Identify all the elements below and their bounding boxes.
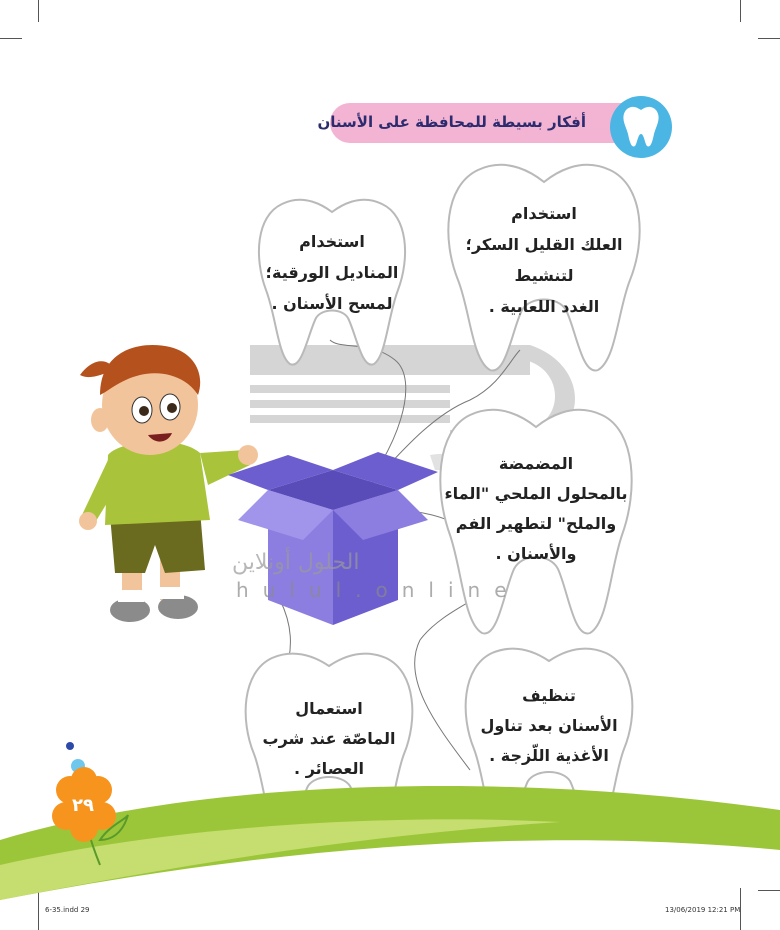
- footer-timestamp: 13/06/2019 12:21 PM: [665, 906, 741, 914]
- tooth-card-rinse: [430, 405, 642, 640]
- card-line: المضمضة: [498, 454, 574, 473]
- card-line: المناديل الورقية؛: [265, 263, 399, 282]
- footer-file-name: 6-35.indd 29: [45, 906, 90, 914]
- card-line: استخدام: [511, 204, 577, 223]
- card-line: تنظيف: [522, 686, 576, 705]
- card-line: الأغذية اللّزجة .: [489, 746, 609, 765]
- page-number: ٢٩: [72, 795, 94, 816]
- card-line: لتنشيط: [514, 266, 574, 285]
- watermark-latin-text: hulul.online: [236, 578, 521, 602]
- tooth-card-gum-text: [438, 198, 650, 322]
- tooth-card-rinse-text: [430, 449, 642, 569]
- card-line: الماصّة عند شرب: [262, 729, 396, 748]
- tooth-card-tissues-text: [252, 226, 412, 319]
- card-line: بالمحلول الملحي "الماء: [444, 484, 628, 503]
- tooth-card-gum: [438, 160, 650, 375]
- card-line: والملح" لتطهير الفم: [455, 514, 617, 533]
- watermark-arabic-text: الحلول أونلاين: [232, 550, 360, 575]
- card-line: العلك القليل السكر؛: [465, 235, 623, 254]
- card-line: الأسنان بعد تناول: [480, 716, 618, 735]
- card-line: الغدد اللعابية .: [488, 297, 600, 316]
- card-line: والأسنان .: [495, 544, 577, 563]
- card-line: استعمال: [295, 699, 363, 718]
- card-line: استخدام: [299, 232, 365, 251]
- section-title: أفكار بسيطة للمحافظة على الأسنان: [317, 113, 586, 131]
- ground-decoration: [0, 740, 780, 900]
- card-line: لمسح الأسنان .: [271, 294, 393, 313]
- card-line: العصائر .: [294, 759, 364, 778]
- tooth-card-tissues: [252, 196, 412, 371]
